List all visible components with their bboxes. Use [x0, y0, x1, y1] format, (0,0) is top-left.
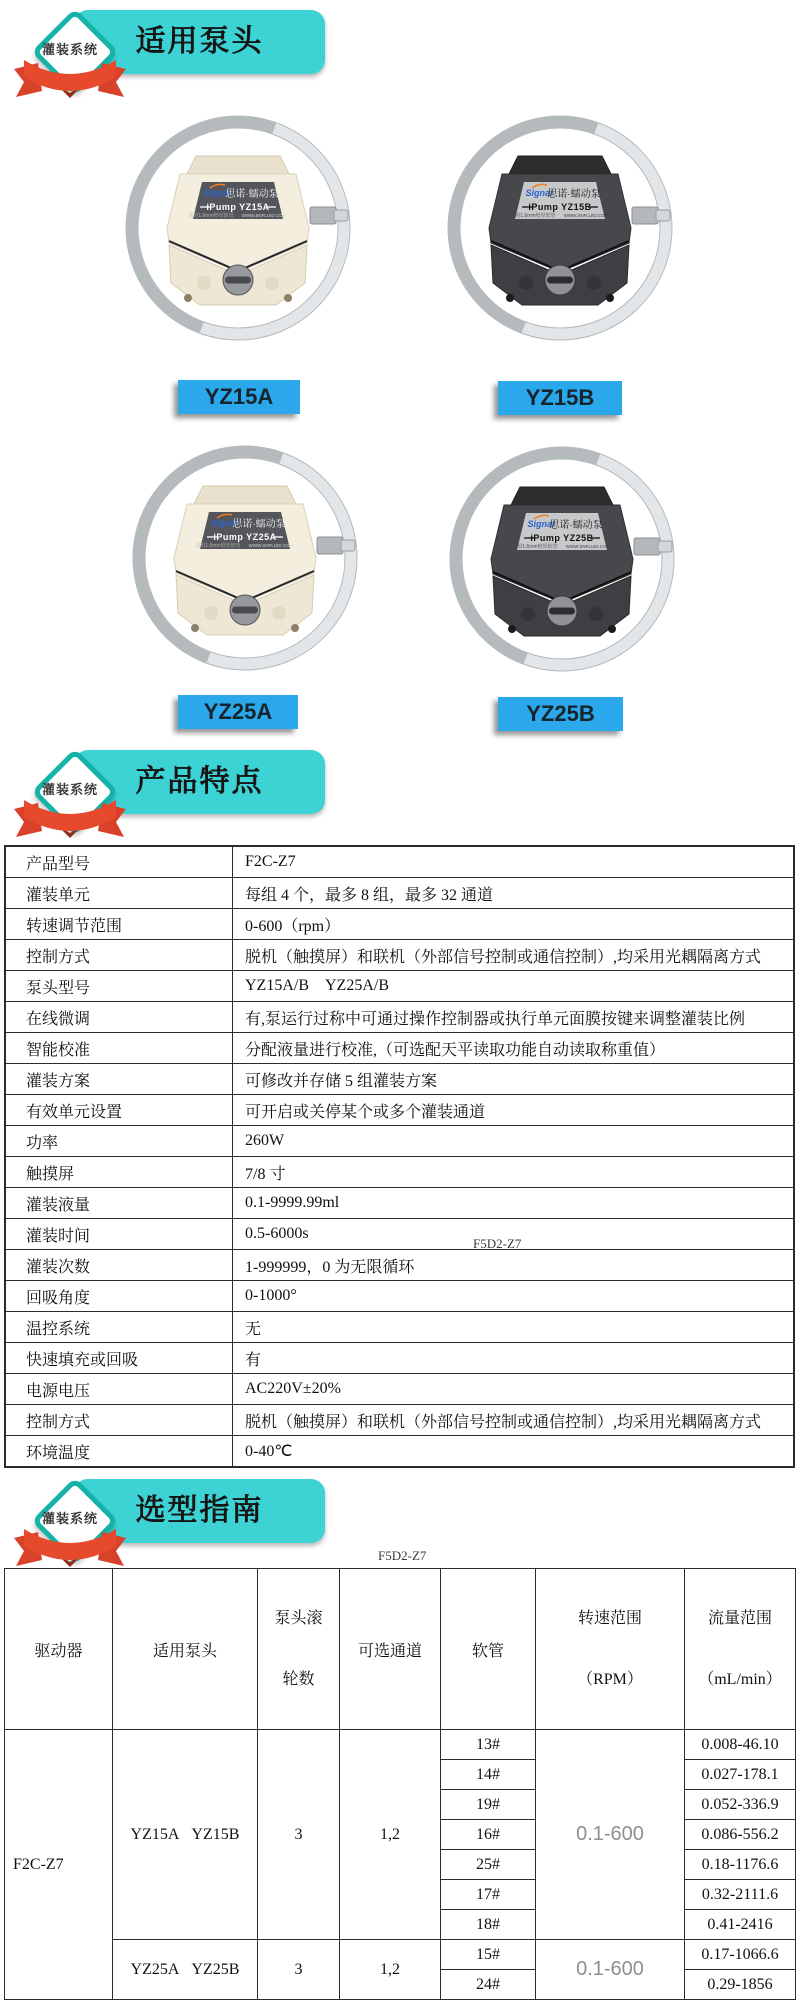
spec-row: [5, 1095, 794, 1126]
flow-cell: 0.32-2111.6: [685, 1880, 796, 1910]
spec-value: 0-600（rpm）: [233, 909, 795, 940]
col-header-tube: 软管: [441, 1569, 536, 1730]
flow-cell: 0.41-2416: [685, 1910, 796, 1940]
badge-label: 灌装系统: [41, 42, 98, 57]
pump-logo: Signal: [210, 518, 238, 528]
spec-value: 7/8 寸: [233, 1157, 795, 1188]
spec-label: 电源电压: [5, 1374, 233, 1405]
pump-model: iPump YZ15B: [528, 202, 592, 212]
spec-row: [5, 1002, 794, 1033]
pump-image-yz25b: [442, 439, 682, 679]
spec-row: [5, 971, 794, 1002]
channels-cell: 1,2: [340, 1940, 441, 2000]
flow-cell: 0.008-46.10: [685, 1730, 796, 1760]
watermark-text: F5D2-Z7: [473, 1236, 522, 1251]
spec-label: 回吸角度: [5, 1281, 233, 1312]
pump-brand: 思诺·蠕动泵: [547, 189, 601, 200]
spec-row: [5, 1064, 794, 1095]
spec-value: 每组 4 个，最多 8 组，最多 32 通道: [233, 878, 795, 909]
tube-cell: 18#: [441, 1910, 536, 1940]
section-header-selection: [0, 1469, 380, 1573]
spec-label: 灌装时间: [5, 1219, 233, 1250]
pump-figure-yz25b: [442, 439, 682, 679]
spec-value: 1-999999，0 为无限循环: [233, 1250, 795, 1281]
spec-value: 有: [233, 1343, 795, 1374]
spec-row: [5, 1188, 794, 1219]
pump-site: WWW.SNFLUID.COM: [241, 213, 287, 218]
col-header-flow: 流量范围 （mL/min）: [685, 1569, 796, 1730]
spec-table-body: [5, 846, 794, 1467]
watermark-text: F5D2-Z7: [378, 1548, 427, 1563]
spec-value: 260W: [233, 1126, 795, 1157]
pump-shaft: [634, 538, 660, 555]
spec-label: 灌装液量: [5, 1188, 233, 1219]
spec-label: 灌装单元: [5, 878, 233, 909]
flow-cell: 0.027-178.1: [685, 1760, 796, 1790]
tube-cell: 14#: [441, 1760, 536, 1790]
pump-brand: 思诺·蠕动泵: [225, 189, 279, 200]
pump-shaft: [632, 207, 658, 224]
ribbon-icon: [12, 57, 128, 103]
spec-label: 控制方式: [5, 940, 233, 971]
pump-badge-yz25a: YZ25A: [178, 695, 298, 729]
spec-value: 可开启或关停某个或多个灌装通道: [233, 1095, 795, 1126]
pump-tube-note: 适用1.6mm壁厚软管: [512, 544, 558, 550]
spec-label: 控制方式: [5, 1405, 233, 1436]
spec-row: [5, 909, 794, 940]
rollers-cell: 3: [258, 1940, 340, 2000]
spec-value: 0-40℃: [233, 1436, 795, 1468]
table-row: [5, 1730, 796, 1760]
tube-cell: 17#: [441, 1880, 536, 1910]
spec-label: 环境温度: [5, 1436, 233, 1468]
spec-label: 转速调节范围: [5, 909, 233, 940]
pump-figure-yz25a: [125, 438, 365, 678]
col-header-speed: 转速范围 （RPM）: [536, 1569, 685, 1730]
col-header-channels: 可选通道: [340, 1569, 441, 1730]
spec-row: [5, 846, 794, 878]
spec-label: 智能校准: [5, 1033, 233, 1064]
spec-row: [5, 1157, 794, 1188]
tube-cell: 24#: [441, 1970, 536, 2000]
pump-model: iPump YZ15A: [206, 202, 270, 212]
spec-value: 脱机（触摸屏）和联机（外部信号控制或通信控制）,均采用光耦隔离方式: [233, 1405, 795, 1436]
pump-site: WWW.SNFLUID.COM: [563, 213, 609, 218]
spec-value: 0.1-9999.99ml: [233, 1188, 795, 1219]
pump-heads-cell: YZ15A YZ15B: [113, 1730, 258, 1940]
spec-row: [5, 1374, 794, 1405]
flow-cell: 0.17-1066.6: [685, 1940, 796, 1970]
spec-value: 0.5-6000s: [233, 1219, 795, 1250]
spec-value: 有,泵运行过称中可通过操作控制器或执行单元面膜按键来调整灌装比例: [233, 1002, 795, 1033]
pump-logo: Signal: [527, 519, 555, 529]
pump-image-yz25a: [125, 438, 365, 678]
spec-row: [5, 1250, 794, 1281]
spec-row: [5, 1033, 794, 1064]
tube-cell: 15#: [441, 1940, 536, 1970]
spec-row: [5, 1126, 794, 1157]
badge-label: 灌装系统: [41, 1511, 98, 1526]
pump-site: WWW.SNFLUID.COM: [248, 543, 294, 548]
pump-image-yz15a: [118, 108, 358, 348]
pump-image-yz15b: [440, 108, 680, 348]
table-row: [5, 1940, 796, 1970]
spec-table: [4, 845, 795, 1468]
section-title: 产品特点: [135, 765, 264, 798]
spec-row: [5, 878, 794, 909]
tube-cell: 19#: [441, 1790, 536, 1820]
selection-header-row: [5, 1569, 796, 1730]
flow-cell: 0.086-556.2: [685, 1820, 796, 1850]
pump-shaft: [317, 537, 343, 554]
pump-site: WWW.SNFLUID.COM: [565, 544, 611, 549]
spec-value: AC220V±20%: [233, 1374, 795, 1405]
section-header-pump-heads: [0, 0, 380, 104]
spec-row: [5, 1312, 794, 1343]
section-title: 适用泵头: [135, 25, 264, 58]
pump-badge-yz15b: YZ15B: [498, 381, 622, 415]
pump-model: iPump YZ25B: [530, 533, 594, 543]
spec-label: 泵头型号: [5, 971, 233, 1002]
spec-row: [5, 1405, 794, 1436]
spec-label: 有效单元设置: [5, 1095, 233, 1126]
spec-label: 在线微调: [5, 1002, 233, 1033]
ribbon-icon: [12, 797, 128, 843]
pump-logo: Signal: [203, 188, 231, 198]
pump-logo: Signal: [525, 188, 553, 198]
pump-tube-note: 适用1.6mm壁厚软管: [195, 543, 241, 549]
driver-cell: F2C-Z7: [5, 1730, 113, 2000]
spec-label: 快速填充或回吸: [5, 1343, 233, 1374]
pump-model: iPump YZ25A: [213, 532, 277, 542]
spec-label: 触摸屏: [5, 1157, 233, 1188]
spec-value: F2C-Z7: [233, 846, 795, 878]
spec-row: [5, 1281, 794, 1312]
tube-cell: 13#: [441, 1730, 536, 1760]
spec-row: [5, 1219, 794, 1250]
flow-cell: 0.18-1176.6: [685, 1850, 796, 1880]
badge-label: 灌装系统: [41, 782, 98, 797]
flow-cell: 0.29-1856: [685, 1970, 796, 2000]
spec-label: 产品型号: [5, 846, 233, 878]
spec-value: 0-1000°: [233, 1281, 795, 1312]
spec-label: 灌装次数: [5, 1250, 233, 1281]
channels-cell: 1,2: [340, 1730, 441, 1940]
spec-label: 功率: [5, 1126, 233, 1157]
col-header-driver: 驱动器: [5, 1569, 113, 1730]
pump-brand: 思诺·蠕动泵: [549, 520, 603, 531]
selection-table: [4, 1568, 796, 2000]
spec-value: 无: [233, 1312, 795, 1343]
section-title: 选型指南: [135, 1494, 264, 1527]
tube-cell: 16#: [441, 1820, 536, 1850]
pump-tube-note: 适用1.6mm壁厚软管: [188, 213, 234, 219]
pump-brand: 思诺·蠕动泵: [232, 519, 286, 530]
pump-heads-cell: YZ25A YZ25B: [113, 1940, 258, 2000]
spec-row: [5, 940, 794, 971]
spec-value: 分配液量进行校准,（可选配天平读取功能自动读取称重值）: [233, 1033, 795, 1064]
pump-badge-yz15a: YZ15A: [178, 380, 300, 414]
spec-label: 温控系统: [5, 1312, 233, 1343]
pump-shaft: [310, 207, 336, 224]
spec-value: 可修改并存储 5 组灌装方案: [233, 1064, 795, 1095]
flow-cell: 0.052-336.9: [685, 1790, 796, 1820]
speed-cell: 0.1-600: [536, 1940, 685, 2000]
spec-label: 灌装方案: [5, 1064, 233, 1095]
speed-cell: 0.1-600: [536, 1730, 685, 1940]
ribbon-icon: [12, 1526, 128, 1572]
col-header-pump-heads: 适用泵头: [113, 1569, 258, 1730]
tube-cell: 25#: [441, 1850, 536, 1880]
pump-figure-yz15a: [118, 108, 358, 348]
spec-row: [5, 1343, 794, 1374]
col-header-rollers: 泵头滚 轮数: [258, 1569, 340, 1730]
pump-tube-note: 适用1.6mm壁厚软管: [510, 213, 556, 219]
spec-value: 脱机（触摸屏）和联机（外部信号控制或通信控制）,均采用光耦隔离方式: [233, 940, 795, 971]
pump-badge-yz25b: YZ25B: [498, 697, 623, 731]
spec-row: [5, 1436, 794, 1468]
rollers-cell: 3: [258, 1730, 340, 1940]
spec-value: YZ15A/B YZ25A/B: [233, 971, 795, 1002]
section-header-features: [0, 740, 380, 844]
pump-figure-yz15b: [440, 108, 680, 348]
